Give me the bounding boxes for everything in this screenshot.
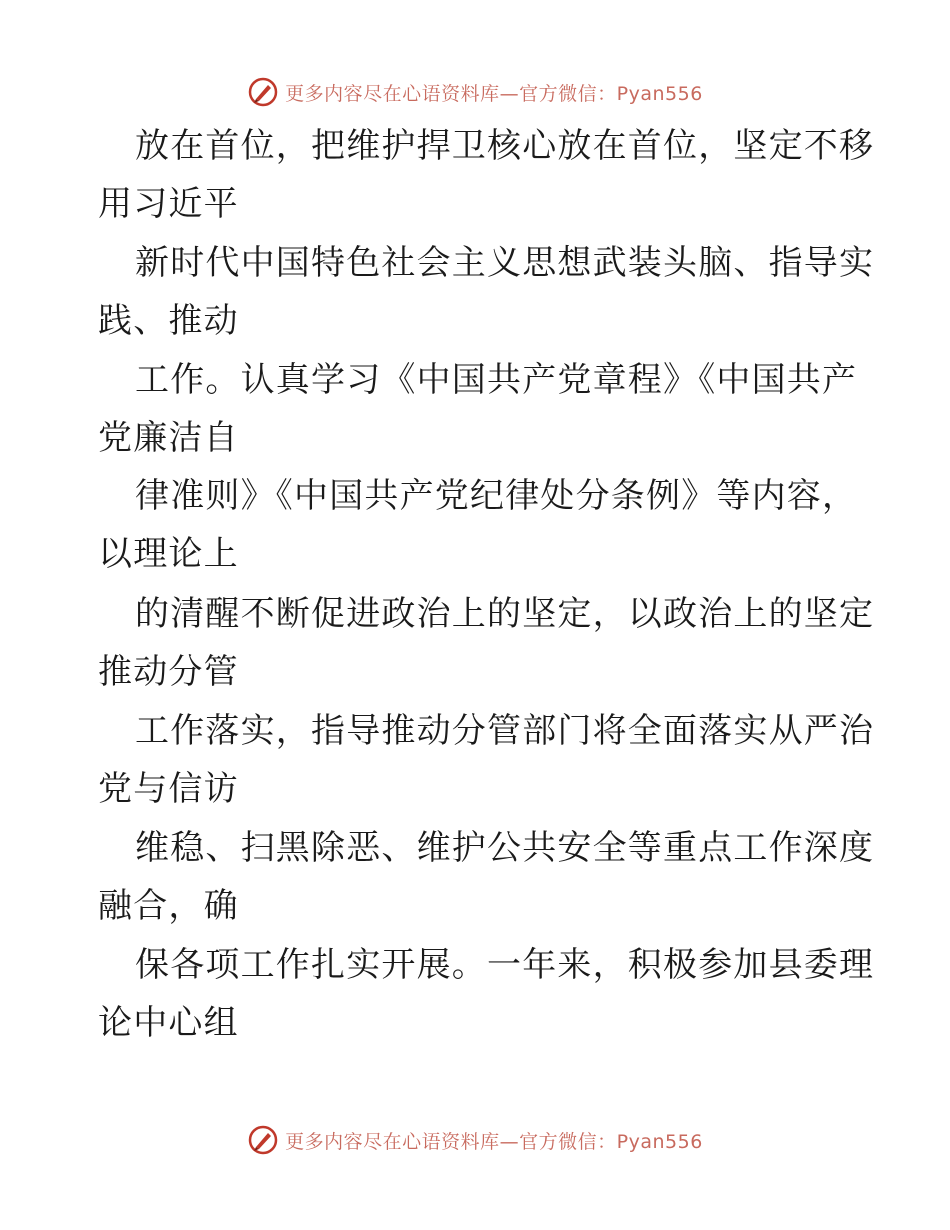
header-banner [0, 72, 950, 112]
body-line: 的清醒不断促进政治上的坚定，以政治上的坚定 [135, 594, 875, 634]
pen-logo-icon [247, 76, 279, 108]
body-line: 新时代中国特色社会主义思想武装头脑、指导实 [135, 243, 875, 283]
body-line: 工作落实，指导推动分管部门将全面落实从严治 [135, 711, 875, 751]
body-line: 工作。认真学习《中国共产党章程》《中国共产 [135, 360, 858, 400]
body-line: 律准则》《中国共产党纪律处分条例》等内容， [135, 476, 858, 516]
header-banner-text: 更多内容尽在心语资料库—官方微信：Pyan556 [285, 82, 703, 105]
body-line: 推动分管 [98, 652, 239, 692]
body-line: 以理论上 [98, 534, 239, 574]
body-line: 党与信访 [98, 769, 239, 809]
body-line: 融合，确 [98, 886, 239, 926]
pen-logo-icon [247, 1124, 279, 1156]
body-line: 论中心组 [98, 1003, 239, 1043]
body-line: 保各项工作扎实开展。一年来，积极参加县委理 [135, 945, 875, 985]
footer-banner [0, 1120, 950, 1160]
body-line: 维稳、扫黑除恶、维护公共安全等重点工作深度 [135, 828, 875, 868]
body-line: 党廉洁自 [98, 418, 239, 458]
body-line: 践、推动 [98, 301, 239, 341]
body-line: 用习近平 [98, 184, 239, 224]
body-line: 放在首位，把维护捍卫核心放在首位，坚定不移 [135, 126, 875, 166]
footer-banner-text: 更多内容尽在心语资料库—官方微信：Pyan556 [285, 1130, 703, 1153]
